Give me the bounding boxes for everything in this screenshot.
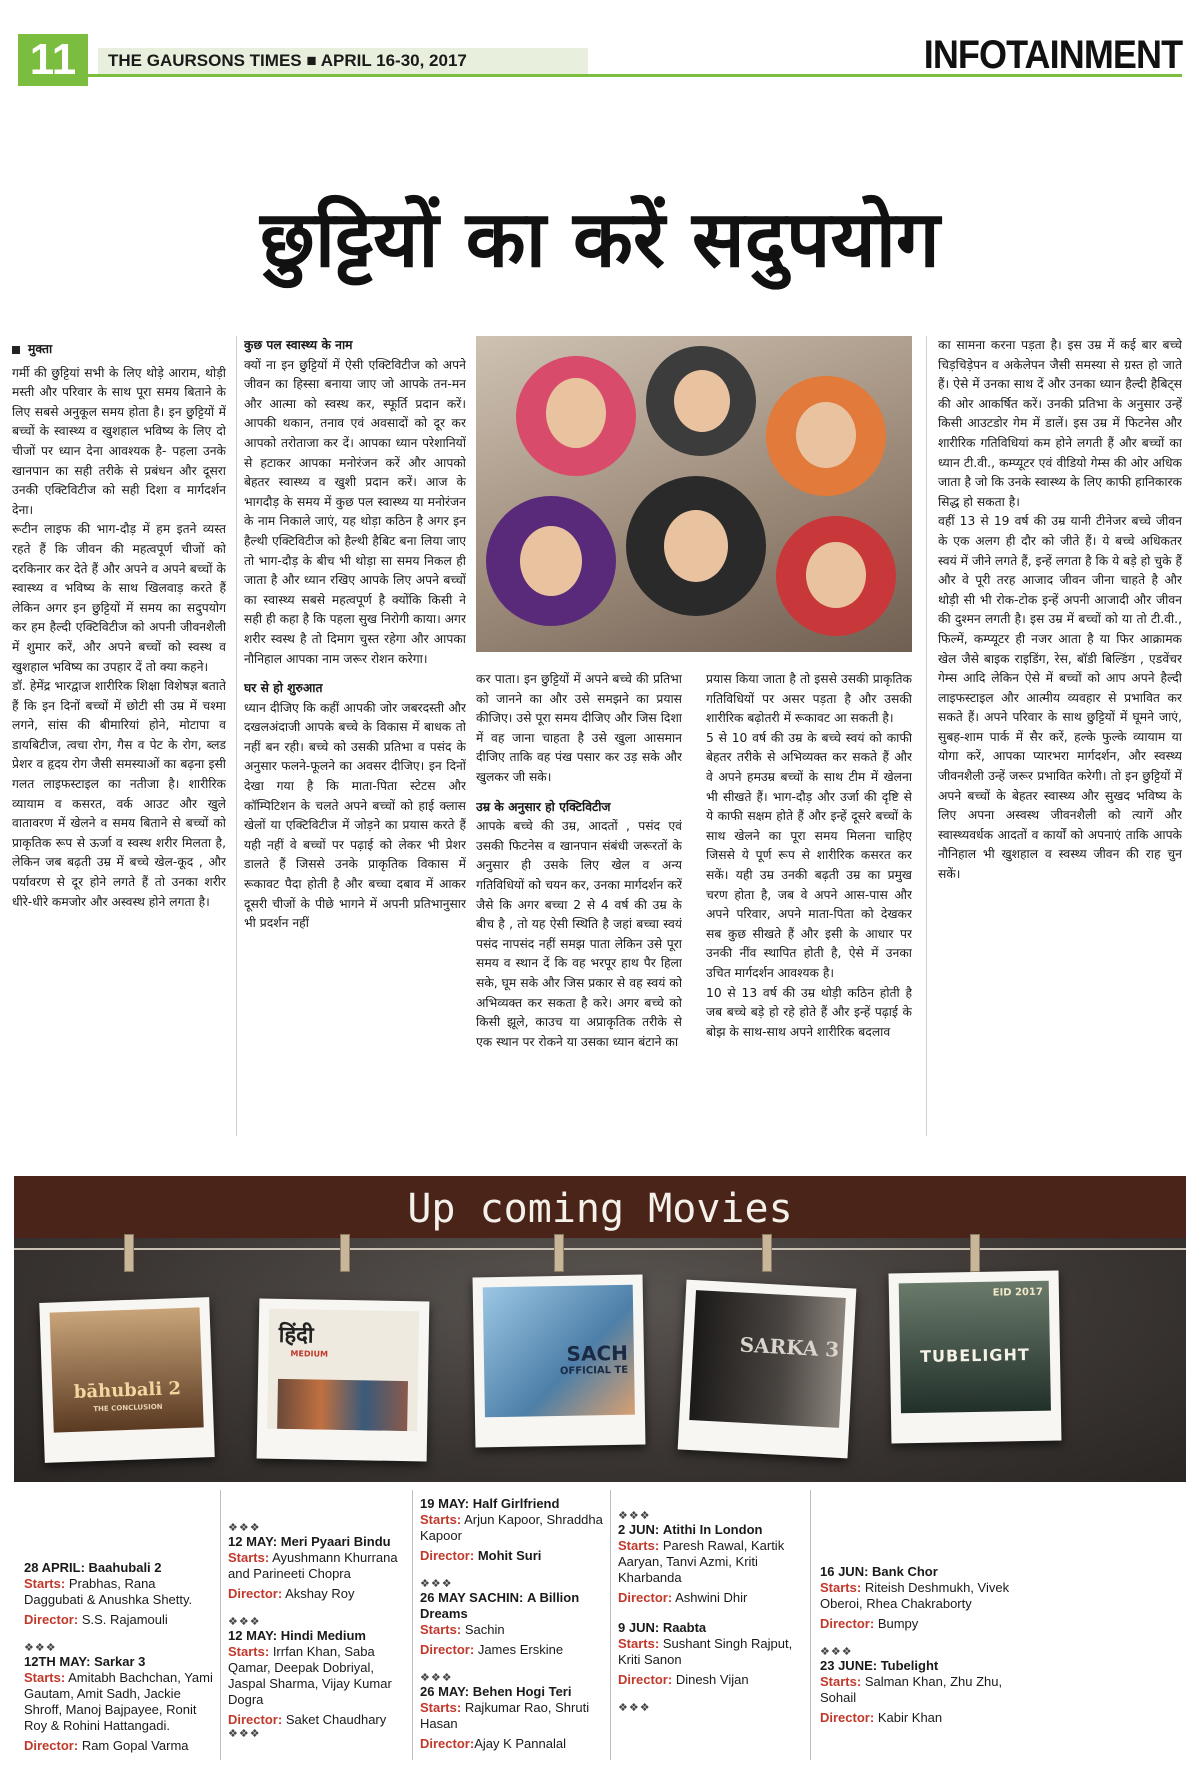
cast: Sachin (464, 1622, 505, 1637)
release-date: 16 JUN: (820, 1564, 869, 1579)
release-date: 12 MAY: (228, 1534, 278, 1549)
release-date: 26 MAY: (420, 1684, 470, 1699)
cast: Riteish Deshmukh, Vivek Oberoi, Rhea Chakraborty (820, 1580, 1010, 1611)
starts-label: Starts: (228, 1644, 270, 1659)
poster-image (483, 1285, 635, 1418)
cast: Paresh Rawal, Kartik Aaryan, Tanvi Azmi, Kriti Kharbanda (618, 1538, 785, 1585)
director: Akshay Roy (285, 1586, 355, 1601)
upcoming-movies-section (14, 1176, 1186, 1766)
movie-entry (420, 1496, 606, 1564)
starts-label: Starts: (24, 1576, 66, 1591)
movie-entry (24, 1642, 214, 1754)
poster-subtitle: MEDIUM (290, 1349, 329, 1359)
film-title: Half Girlfriend (472, 1496, 560, 1511)
starts-label: Starts: (420, 1622, 462, 1637)
poster-title: SARKA 3 (739, 1332, 840, 1362)
child-figure (486, 496, 616, 626)
release-date: 2 JUN: (618, 1522, 660, 1537)
poster-title: SACH (566, 1340, 629, 1366)
release-date: 28 APRIL: (24, 1560, 85, 1575)
child-figure (776, 516, 896, 636)
poster-subtitle: OFFICIAL TE (559, 1364, 629, 1377)
article-column-2 (244, 336, 466, 1136)
director-label: Director: (228, 1712, 283, 1727)
poster-subtitle: THE CONCLUSION (93, 1402, 163, 1414)
director: James Erskine (477, 1642, 564, 1657)
paragraph: ध्यान दीजिए कि कहीं आपकी जोर जबरदस्ती और दखलअंदाजी आपके बच्चे के विकास में बाधक तो नहीं बन रही। बच्चे को उसकी प्रतिभा व पसंद के अनुसार फलने-फूलने का अवसर दीजिए। इन दिनों देखा गया है कि माता-पिता स्टेटस और कॉम्पिटिशन के चलते अपने बच्चों को हाई क्लास खेलों या एक्टिविटीज में जोड़ने का प्रयास करते हैं यही नहीं वे बच्चों पर पढ़ाई को लेकर भी प्रेशर डालते हैं जिससे उनके प्राकृतिक विकास में रूकावट पैदा होती है और बच्चा दबाव में आकर दूसरी चीजों के पीछे भागने में अपनी प्रतिभानुसार भी प्रदर्शन नहीं (244, 700, 466, 931)
cast: Salman Khan, Zhu Zhu, Sohail (820, 1674, 1003, 1705)
release-date: 12 MAY: (228, 1628, 278, 1643)
ornament-icon: ❖❖❖ (228, 1616, 261, 1628)
column-divider (220, 1490, 221, 1760)
ornament-icon: ❖❖❖ (228, 1728, 261, 1740)
subheading: कुछ पल स्वास्थ्य के नाम (244, 338, 353, 352)
film-title: Hindi Medium (280, 1628, 366, 1643)
starts-label: Starts: (618, 1636, 660, 1651)
cast: Irrfan Khan, Saba Qamar, Deepak Dobriyal, Jaspal Sharma, Vijay Kumar Dogra (228, 1644, 392, 1707)
film-title: Baahubali 2 (88, 1560, 162, 1575)
children-photo (476, 336, 912, 652)
director-label: Director: (420, 1736, 475, 1751)
poster-polaroid (889, 1271, 1062, 1444)
paragraph: कर पाता। इन छुट्टियों में अपने बच्चे की प्रतिभा को जानने का और उसे समझने का प्रयास कीजिए। उसे पूरा समय दीजिए और जिस दिशा में वह जाना चाहता है उसे खुला आसमान दीजिए ताकि वह पंख पसार कर उड़ सके और खुलकर जी सके। (476, 672, 682, 784)
article-column-4 (706, 670, 912, 1140)
director-label: Director: (24, 1738, 79, 1753)
movie-entry (420, 1672, 606, 1752)
child-figure (646, 346, 756, 456)
article-column-5 (938, 336, 1182, 1136)
director: Dinesh Vijan (675, 1672, 749, 1687)
starts-label: Starts: (228, 1550, 270, 1565)
director: Mohit Suri (477, 1548, 542, 1563)
poster-polaroid (39, 1297, 214, 1463)
starts-label: Starts: (820, 1674, 862, 1689)
movie-entry (820, 1564, 1010, 1632)
child-figure (516, 356, 636, 476)
section-title: INFOTAINMENT (923, 33, 1182, 77)
ornament-icon: ❖❖❖ (420, 1672, 453, 1684)
movie-entry (820, 1646, 1010, 1726)
movies-title: Up coming Movies (407, 1186, 793, 1232)
poster-polaroid (257, 1299, 430, 1462)
bullet-icon (12, 346, 20, 354)
paragraph: का सामना करना पड़ता है। इस उम्र में कई बार बच्चे चिड़चिड़ेपन व अकेलेपन जैसी समस्या से ग्रस्त हो जाते हैं। ऐसे में उनका साथ दें और उनका ध्यान हैल्दी हैबिट्स की ओर आकर्षित करें। उनकी प्रतिभा के अनुसार उन्हें किसी आउटडोर गेम में डालें। इस उम्र में फिटनेस और शारीरिक गतिविधियां कम होने लगती हैं और बच्चों का ध्यान टी.वी., कम्प्यूटर एवं वीडियो गेम्स की ओर अधिक जाता है जो कि उनके स्वास्थ्य के लिए काफी हानिकारक सिद्ध हो सकता है। (938, 338, 1182, 509)
director-label: Director: (228, 1586, 283, 1601)
ornament-icon: ❖❖❖ (24, 1642, 57, 1654)
movie-entry (618, 1510, 806, 1606)
ornament-icon: ❖❖❖ (420, 1578, 453, 1590)
ornament-icon: ❖❖❖ (820, 1646, 853, 1658)
page-number: 11 (18, 34, 88, 86)
clothes-pin-icon (340, 1234, 350, 1272)
child-figure (766, 376, 886, 496)
release-date: 19 MAY: (420, 1496, 470, 1511)
poster-title: bāhubali 2 (73, 1378, 182, 1403)
cast: Arjun Kapoor, Shraddha Kapoor (420, 1512, 603, 1543)
article-column-1 (12, 340, 226, 1100)
ornament-icon: ❖❖❖ (618, 1702, 651, 1714)
cast: Sushant Singh Rajput, Kriti Sanon (618, 1636, 793, 1667)
movie-entry (420, 1578, 606, 1658)
byline (12, 340, 226, 360)
column-divider (412, 1490, 413, 1760)
article-column-3 (476, 670, 682, 1140)
movie-entry (24, 1560, 214, 1628)
poster-polaroid (678, 1280, 857, 1459)
starts-label: Starts: (618, 1538, 660, 1553)
director: Ajay K Pannalal (474, 1736, 566, 1751)
director-label: Director: (820, 1616, 875, 1631)
release-date: 9 JUN: (618, 1620, 660, 1635)
paragraph: रूटीन लाइफ की भाग-दौड़ में हम इतने व्यस्त रहते हैं कि जीवन की महत्वपूर्ण चीजों को दरकिनार कर देते हैं और अपने व अपने बच्चों के स्वास्थ्य व भविष्य के साथ खिलवाड़ करते हैं लेकिन अगर इन छुट्टियों में समय का सदुपयोग कर हम हैल्दी एक्टिविटीज को अपनी जीवनशैली में शुमार करें, और अपने बच्चों को स्वस्थ व खुशहाल भविष्य का उपहार दें तो क्या कहने। (12, 522, 226, 674)
movie-column-2 (228, 1522, 408, 1754)
director-label: Director: (24, 1612, 79, 1627)
movie-entry (228, 1522, 408, 1602)
paragraph: 10 से 13 वर्ष की उम्र थोड़ी कठिन होती है जब बच्चे बड़े हो रहे होते हैं और इन्हें पढ़ाई के बोझ के साथ-साथ अपने शारीरिक बदलाव (706, 985, 912, 1039)
subheading: घर से हो शुरुआत (244, 681, 323, 696)
director: Ashwini Dhir (675, 1590, 748, 1605)
paragraph: गर्मी की छुट्टियां सभी के लिए थोड़े आराम, थोड़ी मस्ती और परिवार के साथ पूरा समय बिताने के लिए सबसे अनुकूल समय होता है। इन छुट्टियों में बच्चों के स्वास्थ्य व खुशहाल भविष्य के लिए दो चीजों पर ध्यान देना आवश्यक है- पहला उनके खानपान का सही तरीके से प्रबंधन और दूसरा उनकी एक्टिविटीज को सही दिशा व मार्गदर्शन देना। (12, 365, 226, 517)
film-title: Tubelight (880, 1658, 939, 1673)
poster-image (267, 1309, 419, 1432)
movie-entry (618, 1620, 806, 1714)
column-divider (810, 1490, 811, 1760)
director-label: Director: (420, 1642, 475, 1657)
film-title: A Billion Dreams (420, 1590, 580, 1621)
movies-banner (14, 1176, 1186, 1482)
movie-column-1 (24, 1560, 214, 1768)
column-divider (236, 336, 237, 1136)
paragraph: आपके बच्चे की उम्र, आदतों , पसंद एवं उसकी फिटनेस व खानपान संबंधी जरूरतों के अनुसार ही उसके लिए खेल व अन्य गतिविधियों को चयन कर, उनका मार्गदर्शन करें जैसे कि अगर बच्चा 2 से 4 वर्ष की उम्र के बीच है , तो यह ऐसी स्थिति है जहां बच्चा स्वयं पसंद नापसंद नहीं समझ पाता लेकिन उसे पूरा समय व स्थान दें कि वह भरपूर हाथ पैर हिला सके, घूम सके और जिस प्रकार से वह स्वयं को अभिव्यक्त कर सकता है करे। अगर बच्चे को किसी झूले, काउच या अप्राकृतिक तरीके से एक स्थान पर रोकने या उसका ध्यान बंटाने का (476, 819, 682, 1049)
director: Ram Gopal Varma (81, 1738, 189, 1753)
subheading: उम्र के अनुसार हो एक्टिविटीज (476, 799, 611, 814)
cast: Amitabh Bachchan, Yami Gautam, Amit Sadh, Jackie Shroff, Manoj Bajpayee, Ronit Roy & Rohini Hattangadi. (24, 1670, 213, 1733)
release-date: 26 MAY SACHIN: (420, 1590, 524, 1605)
starts-label: Starts: (420, 1700, 462, 1715)
poster-image (50, 1307, 204, 1432)
issue-line: THE GAURSONS TIMES ■ APRIL 16-30, 2017 (98, 48, 588, 74)
clothesline (14, 1248, 1186, 1250)
director: Kabir Khan (877, 1710, 943, 1725)
starts-label: Starts: (24, 1670, 66, 1685)
director: Bumpy (877, 1616, 919, 1631)
poster-title: हिंदी (278, 1322, 314, 1349)
director-label: Director: (618, 1672, 673, 1687)
paragraph: प्रयास किया जाता है तो इससे उसकी प्राकृतिक गतिविधियों पर असर पड़ता है और उसकी शारीरिक बढ़ोतरी में रूकावट आ सकती है। (706, 672, 912, 726)
director: S.S. Rajamouli (81, 1612, 168, 1627)
movie-column-4 (618, 1510, 806, 1728)
poster-title: TUBELIGHT (920, 1345, 1030, 1366)
film-title: Atithi In London (662, 1522, 763, 1537)
movie-column-3 (420, 1496, 606, 1766)
clothes-pin-icon (554, 1234, 564, 1272)
movie-column-5 (820, 1564, 1010, 1740)
clothes-pin-icon (762, 1234, 772, 1272)
film-title: Bank Chor (872, 1564, 938, 1579)
clothes-pin-icon (970, 1234, 980, 1272)
poster-polaroid (473, 1275, 646, 1448)
author-name: मुक्ता (28, 342, 53, 356)
starts-label: Starts: (420, 1512, 462, 1527)
ornament-icon: ❖❖❖ (618, 1510, 651, 1522)
release-date: 23 JUNE: (820, 1658, 878, 1673)
film-title: Meri Pyaari Bindu (280, 1534, 391, 1549)
article-headline: छुट्टियों का करें सदुपयोग (260, 195, 940, 285)
ornament-icon: ❖❖❖ (228, 1522, 261, 1534)
poster-image (899, 1281, 1051, 1414)
cast: Rajkumar Rao, Shruti Hasan (420, 1700, 590, 1731)
cast: Ayushmann Khurrana and Parineeti Chopra (228, 1550, 398, 1581)
paragraph: क्यों ना इन छुट्टियों में ऐसी एक्टिविटीज को अपने जीवन का हिस्सा बनाया जाए जो आपके तन-मन और आत्मा को स्वस्थ कर, स्फूर्ति प्रदान करें। आपकी थकान, तनाव एवं अवसादों को दूर कर आपको तरोताजा कर दें। आपका ध्यान परेशानियों से हटाकर आपका मनोरंजन करें और आपको बेहतर स्वास्थ्य व खुशी प्रदान करें। आज के भागदौड़ के समय में कुछ पल स्वास्थ्य या मनोरंजन के नाम निकाले जाएं, यह थोड़ा कठिन है अगर इन हैल्थी एक्टिविटीज को हैल्थी हैबिट बना लिया जाए तो भाग-दौड़ के बीच भी थोड़ा सा समय निकल ही जाता है और ध्यान रखिए आपके लिए अपने बच्चों का स्वास्थ्य सबसे महत्वपूर्ण है क्योंकि किसी ने सही ही कहा है कि पहला सुख निरोगी काया। अगर शरीर स्वस्थ है तो दिमाग चुस्त रहेगा और आपका नौनिहाल आपका नाम जरूर रोशन करेगा। (244, 357, 466, 666)
clothes-pin-icon (124, 1234, 134, 1272)
poster-image (689, 1290, 846, 1428)
poster-subtitle: EID 2017 (992, 1286, 1043, 1299)
film-title: Sarkar 3 (94, 1654, 146, 1669)
release-date: 12TH MAY: (24, 1654, 91, 1669)
page-header (18, 34, 1182, 86)
movie-entry (228, 1616, 408, 1740)
poster-cast (277, 1379, 408, 1431)
paragraph: डॉ. हेमेंद्र भारद्वाज शारीरिक शिक्षा विशेषज्ञ बताते हैं कि इन दिनों बच्चों में छोटी सी उम्र में चश्मा लगने, सांस की बीमारियां होने, मोटापा व डायबिटीज, त्वचा रोग, गैस व पेट के रोग, ब्लड प्रेशर व हृदय रोग जैसी समस्याओं का बढ़ना इसी गलत लाइफस्टाइल का नतीजा है। शारीरिक व्यायाम व कसरत, वर्क आउट और खुले वातावरण में खेलने व समय बिताने से बच्चों को प्राकृतिक रूप से ऊर्जा व स्वस्थ शरीर मिलता है, लेकिन जब बढ़ती उम्र में बच्चे खेल-कूद , और पर्यावरण से दूर होने लगते हैं तो उनका शरीर धीरे-धीरे कमजोर और अस्वस्थ होने लगता है। (12, 679, 226, 909)
director-label: Director: (820, 1710, 875, 1725)
film-title: Behen Hogi Teri (472, 1684, 572, 1699)
starts-label: Starts: (820, 1580, 862, 1595)
column-divider (610, 1490, 611, 1760)
paragraph: वहीं 13 से 19 वर्ष की उम्र यानी टीनेजर बच्चे जीवन के एक अलग ही दौर को जीते हैं। ये बच्चे अधिकतर स्वयं में जीने लगते हैं, इन्हें लगता है कि ये बड़े हो चुके हैं और वे पूरी तरह आजाद जीवन जीना चाहते है और थोड़ी सी भी रोक-टोक इन्हें अपनी आजादी और जीवन की दुश्मन लगती है। इस उम्र में बच्चों को या तो टी.वी., फिल्में, कम्प्यूटर ही नजर आता है या फिर आक्रामक खेल जैसे बाइक राइडिंग, रेस, बॉडी बिल्डिंग , एडवेंचर गेम्स आदि लेकिन ऐसे में बच्चों को आप अपने हैल्दी लाइफस्टाइल और आत्मीय व्यवहार से प्रभावित कर सकते हैं। अपने परिवार के साथ छुट्टियों में घूमने जाएं, सुबह-शाम पार्क में सैर करें, हल्के फुल्के व्यायाम या योगा करें, आपका प्यारभरा मार्गदर्शन, और स्वस्थ्य जीवनशैली उन्हें जरूर प्रभावित करेगी। तो इन छुट्टियों में अपने बच्चों के बेहतर स्वास्थ्य और सुखद भविष्य के लिए अपना अस्वस्थ जीवनशैली को त्यागें और स्वास्थ्यवर्धक आदतों व कार्यों को अपनाएं ताकि आपके नौनिहाल भी खुशहाल व स्वस्थ्य जीवन की राह चुन सकें। (938, 514, 1182, 882)
director-label: Director: (420, 1548, 475, 1563)
director: Saket Chaudhary (285, 1712, 387, 1727)
director-label: Director: (618, 1590, 673, 1605)
paragraph: 5 से 10 वर्ष की उम्र के बच्चे स्वयं को काफी बेहतर तरीके से अभिव्यक्त कर सकते हैं और वे अपने हमउम्र बच्चों के साथ टीम में खेलना भी सीखते हैं। भाग-दौड़ और उर्जा की दृष्टि से ये काफी सक्षम होते हैं और इन्हें दूसरे बच्चों के साथ खेलने का पूरा समय मिलना चाहिए जिससे ये पूर्ण रूप से शारीरिक कसरत कर सकें। यही उम्र उनकी बढ़ती उम्र का प्रमुख चरण होता है, जब वे अपने आस-पास और अपने परिवार, अपने माता-पिता को देखकर सब कुछ सीखते हैं और इसी के आधार पर उनकी नींव स्थापित होती है, ऐसे में उनका उचित मार्गदर्शन आवश्यक है। (706, 730, 912, 980)
column-divider (926, 336, 927, 1136)
film-title: Raabta (662, 1620, 707, 1635)
cast: Prabhas, Rana Daggubati & Anushka Shetty. (24, 1576, 193, 1607)
child-figure (626, 476, 766, 616)
